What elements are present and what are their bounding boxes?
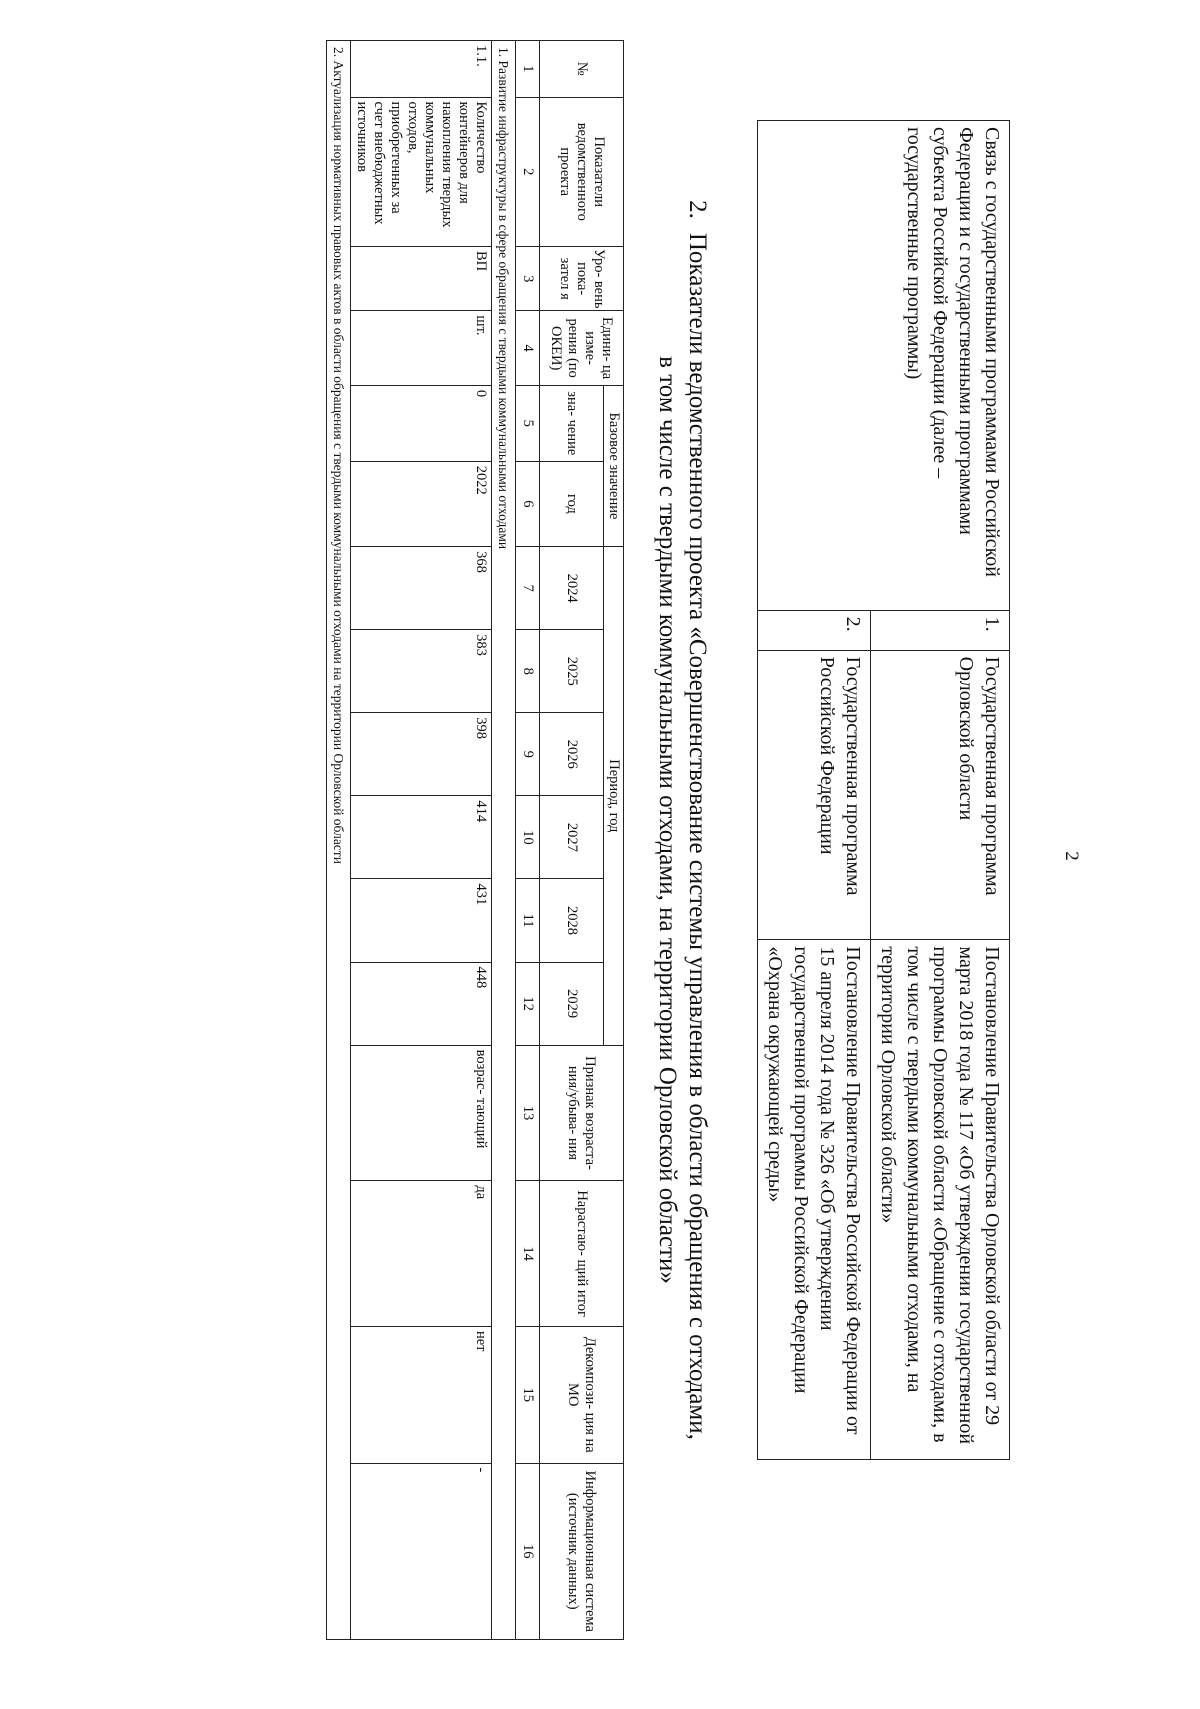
relations-label: Связь с государственными программами Российской Федерации и с государственными программами субъекта Российской Федерации (далее – государственные программы) [758,121,1010,611]
table-row [871,121,1010,1460]
row-value: 398 [351,713,492,796]
header-year: 2027 [540,796,604,879]
section-row [327,41,351,1640]
column-number: 11 [516,879,540,962]
row-value: 414 [351,796,492,879]
relation-document: Постановление Правительства Российской Федерации от 15 апреля 2014 года № 326 «Об утверждении государственной программы Российской Федерации «Охрана окружающей среды» [758,940,871,1460]
header-base: Базовое значение [604,385,624,546]
section-title-line1: Показатели ведомственного проекта «Совершенствование системы управления в области обращения с отходами, [684,232,711,1440]
header-unit: Едини- ца изме- рения (по ОКЕИ) [540,311,624,385]
column-number: 2 [516,97,540,246]
column-number: 5 [516,385,540,461]
header-base-year: год [540,461,604,546]
header-trend: Признак возраста- ния/убыва- ния [540,1045,624,1181]
column-number: 10 [516,796,540,879]
header-decomposition: Декомпози- ция на МО [540,1326,624,1463]
table-row [351,41,492,1640]
table-header-row [604,41,624,1640]
header-cumulative: Нарастаю- щий итог [540,1181,624,1327]
row-value: 368 [351,547,492,630]
header-indicator: Показатели ведомственного проекта [540,97,624,246]
column-number-row [516,41,540,1640]
page-number: 2 [1061,851,1082,861]
row-indicator: Количество контейнеров для накопления твердых коммунальных отходов, приобретенных за счет внебюджетных источников [351,97,492,246]
column-number: 14 [516,1181,540,1327]
row-base-value: 0 [351,385,492,461]
row-value: 431 [351,879,492,962]
column-number: 13 [516,1045,540,1181]
row-decomposition: нет [351,1326,492,1463]
relation-number: 2. [758,610,871,650]
row-value: 448 [351,962,492,1045]
section-row [492,41,516,1640]
column-number: 15 [516,1326,540,1463]
relation-program: Государственная программа Российской Федерации [758,650,871,940]
relation-program: Государственная программа Орловской области [871,650,1010,940]
column-number: 4 [516,311,540,385]
header-period: Период, год [604,547,624,1046]
row-value: 383 [351,630,492,713]
row-unit: шт. [351,311,492,385]
section-heading [652,110,712,1530]
column-number: 16 [516,1463,540,1640]
section-title-line2: в том числе с твердыми коммунальными отходами, на территории Орловской области» [654,356,681,1284]
header-info-system: Информационная система (источник данных) [540,1463,624,1640]
column-number: 3 [516,247,540,311]
header-year: 2026 [540,713,604,796]
indicators-table [326,40,624,1640]
header-level: Уро- вень пока- зател я [540,247,624,311]
row-num: 1.1. [351,41,492,98]
column-number: 7 [516,547,540,630]
header-num: № [540,41,624,98]
relation-number: 1. [871,610,1010,650]
row-trend: возрас- тающий [351,1045,492,1181]
column-number: 9 [516,713,540,796]
section-number: 2. [684,200,711,219]
row-info-system: - [351,1463,492,1640]
section-title: 2. Актуализация нормативных правовых актов в области обращения с твердыми коммунальными отходами на территории Орловской области [327,41,351,1640]
column-number: 6 [516,461,540,546]
column-number: 12 [516,962,540,1045]
column-number: 1 [516,41,540,98]
header-year: 2029 [540,962,604,1045]
row-base-year: 2022 [351,461,492,546]
row-cumulative: да [351,1181,492,1327]
section-title: 1. Развитие инфраструктуры в сфере обращения с твердыми коммунальными отходами [492,41,516,1640]
relation-document: Постановление Правительства Орловской области от 29 марта 2018 года № 117 «Об утверждении государственной программы Орловской области «Обращение с отходами, в том числе с твердыми коммунальными отходами, на территории Орловской области» [871,940,1010,1460]
row-level: ВП [351,247,492,311]
header-year: 2028 [540,879,604,962]
header-base-value: зна- чение [540,385,604,461]
header-year: 2024 [540,547,604,630]
header-year: 2025 [540,630,604,713]
program-relations-table [757,120,1010,1460]
column-number: 8 [516,630,540,713]
